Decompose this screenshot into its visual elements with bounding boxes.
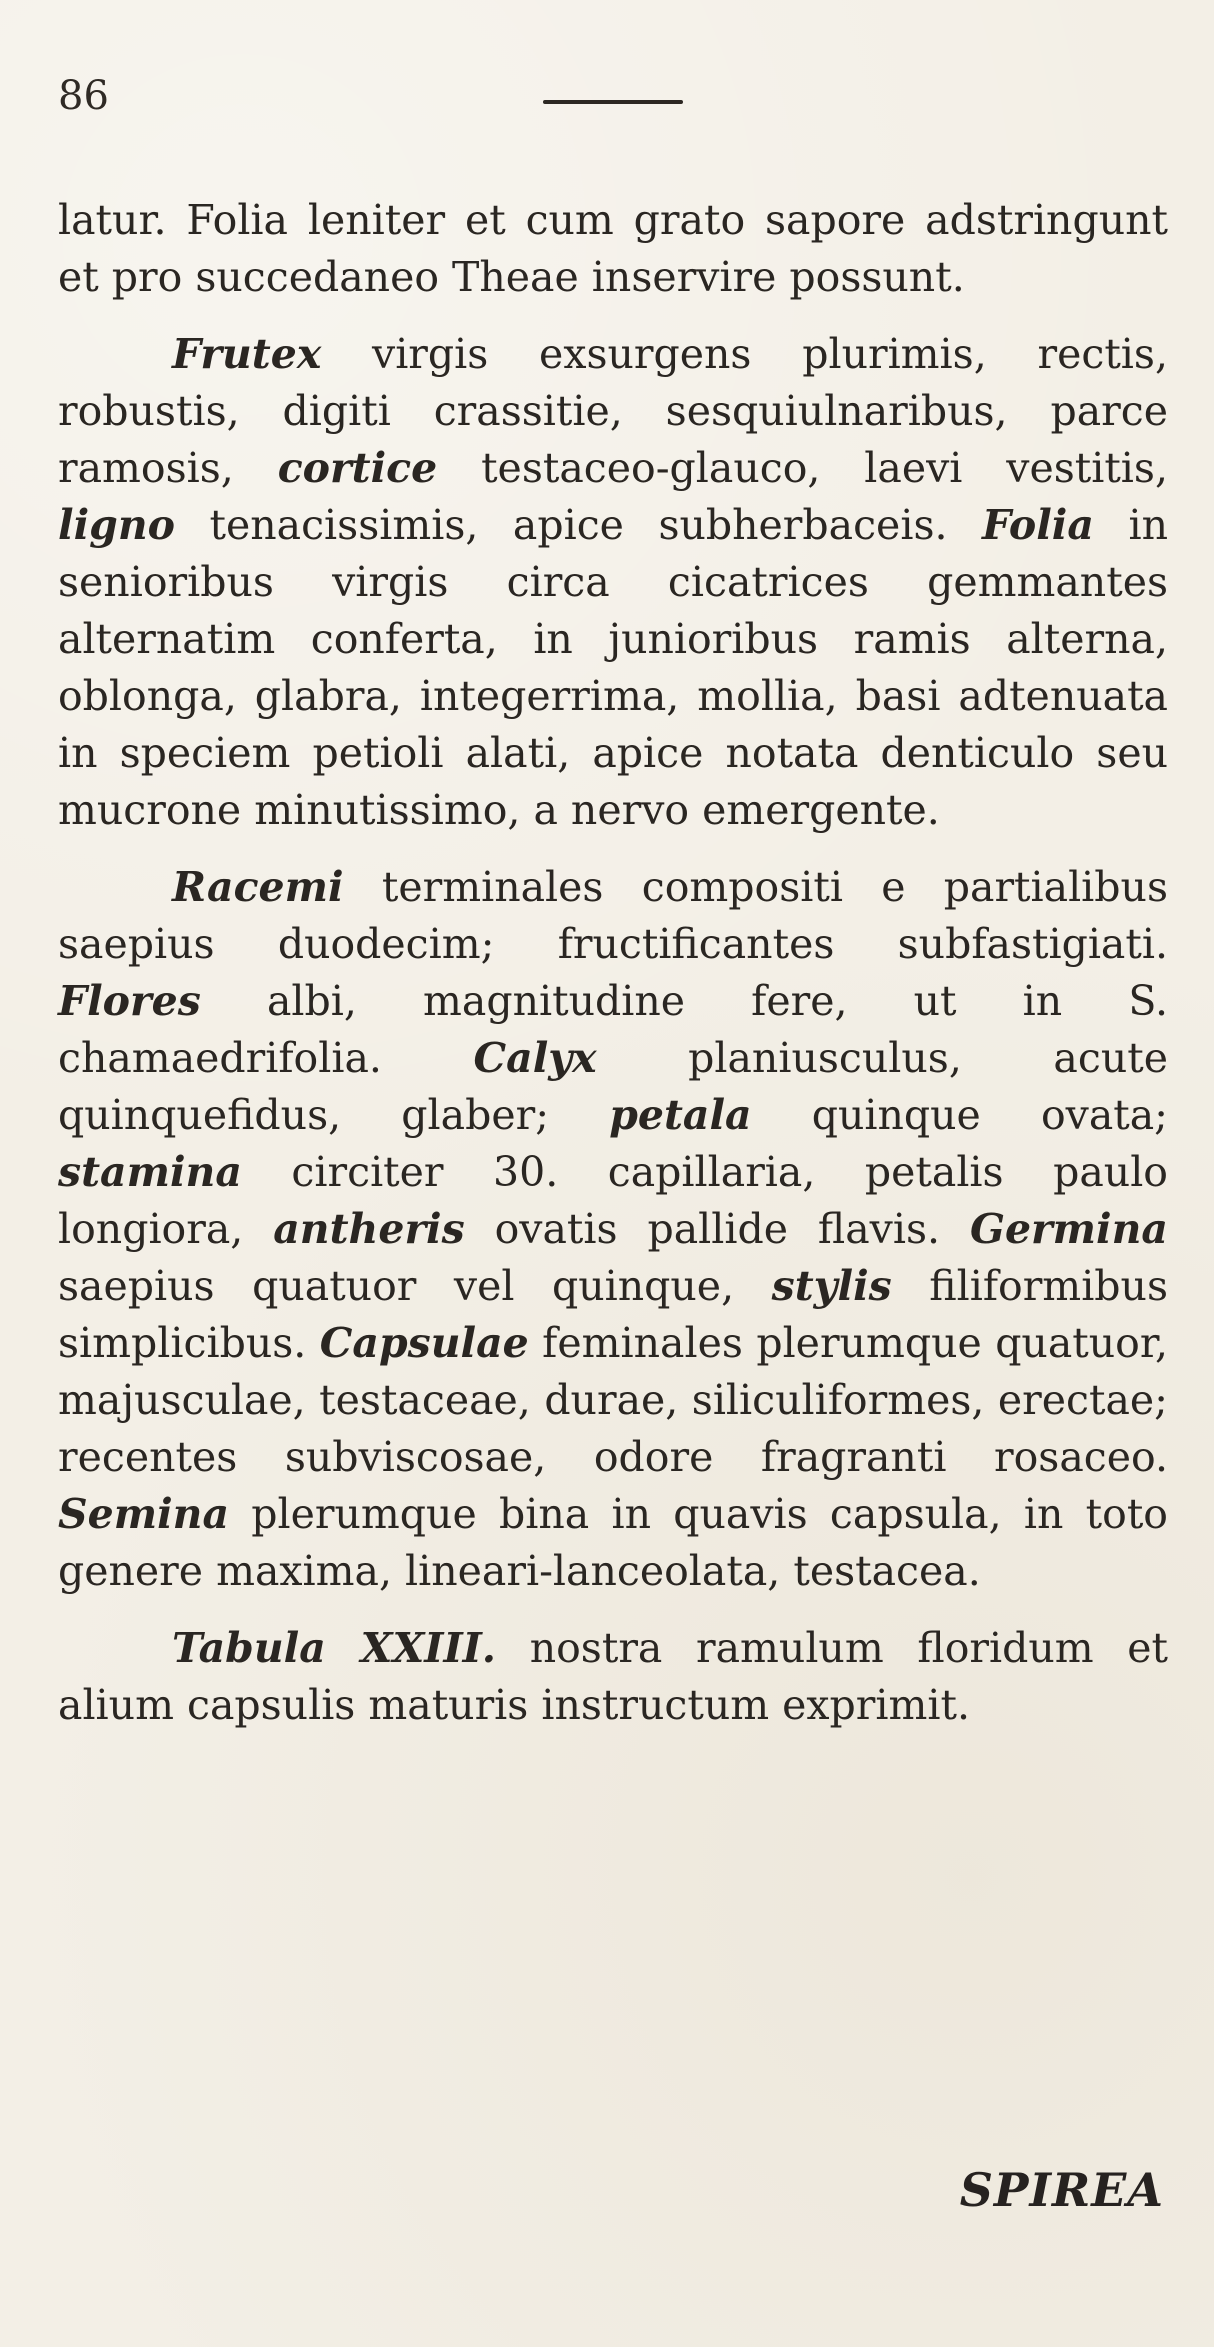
paragraph-3-text-3: planiusculus, acute quinquefidus, glaber;	[58, 1034, 1168, 1139]
term-flores: Flores	[58, 977, 201, 1025]
paragraph-3-text-10: plerumque bina in quavis capsula, in toto genere maxima, lineari-lanceolata, testacea.	[58, 1490, 1168, 1595]
paragraph-1	[58, 192, 1168, 306]
term-racemi: Racemi	[172, 863, 344, 911]
header-rule	[543, 100, 683, 104]
paragraph-3-text-4: quinque ovata;	[751, 1091, 1168, 1139]
term-petala: petala	[609, 1091, 752, 1139]
term-folia: Folia	[982, 501, 1094, 549]
paragraph-3-text-2: albi, magnitudine fere, ut in S. chamaedrifolia.	[58, 977, 1168, 1082]
term-stamina: stamina	[58, 1148, 242, 1196]
paragraph-3-text-6: ovatis pallide flavis.	[464, 1205, 970, 1253]
paragraph-3-text-1: terminales compositi e partialibus saepius duodecim; fructificantes subfastigiati.	[58, 863, 1168, 968]
main-text	[58, 192, 1168, 1754]
term-calyx: Calyx	[473, 1034, 597, 1082]
term-tabula: Tabula XXIII.	[172, 1624, 497, 1672]
paragraph-3-text-5: circiter 30. capillaria, petalis paulo longiora,	[58, 1148, 1168, 1253]
paragraph-4-text-1: nostra ramulum floridum et alium capsulis maturis instructum exprimit.	[58, 1624, 1168, 1729]
term-capsulae: Capsulae	[319, 1319, 529, 1367]
paragraph-3	[58, 859, 1168, 1600]
term-germina: Germina	[969, 1205, 1168, 1253]
paragraph-3-text-9: feminales plerumque quatuor, majusculae, testaceae, durae, siliculiformes, erectae; recentes subviscosae, odore fragranti rosaceo.	[58, 1319, 1168, 1481]
paragraph-2-text-1: virgis exsurgens plurimis, rectis, robustis, digiti crassitie, sesquiulnaribus, parce ramosis,	[58, 330, 1168, 492]
page-header	[58, 73, 1158, 136]
paragraph-3-text-8: filiformibus simplicibus.	[58, 1262, 1168, 1367]
page-number: 86	[58, 73, 109, 119]
term-antheris: antheris	[273, 1205, 465, 1253]
term-semina: Semina	[58, 1490, 230, 1538]
catchword: SPIREA	[959, 2163, 1164, 2217]
paragraph-2	[58, 326, 1168, 839]
term-stylis: stylis	[771, 1262, 892, 1310]
term-ligno: ligno	[58, 501, 175, 549]
paragraph-2-text-3: tenacissimis, apice subherbaceis.	[174, 501, 983, 549]
paragraph-3-text-7: saepius quatuor vel quinque,	[58, 1262, 772, 1310]
paragraph-4	[58, 1620, 1168, 1734]
paragraph-2-text-2: testaceo-glauco, laevi vestitis,	[437, 444, 1168, 492]
paragraph-2-text-4: in senioribus virgis circa cicatrices gemmantes alternatim conferta, in junioribus ramis alterna, oblonga, glabra, integerrima, mollia, basi adtenuata in speciem petioli alati, apice notata denticulo seu mucrone minutissimo, a nervo emergente.	[58, 501, 1168, 834]
paragraph-1-text: latur. Folia leniter et cum grato sapore adstringunt et pro succedaneo Theae inservire possunt.	[58, 196, 1168, 301]
term-cortice: cortice	[277, 444, 438, 492]
term-frutex: Frutex	[172, 330, 322, 378]
